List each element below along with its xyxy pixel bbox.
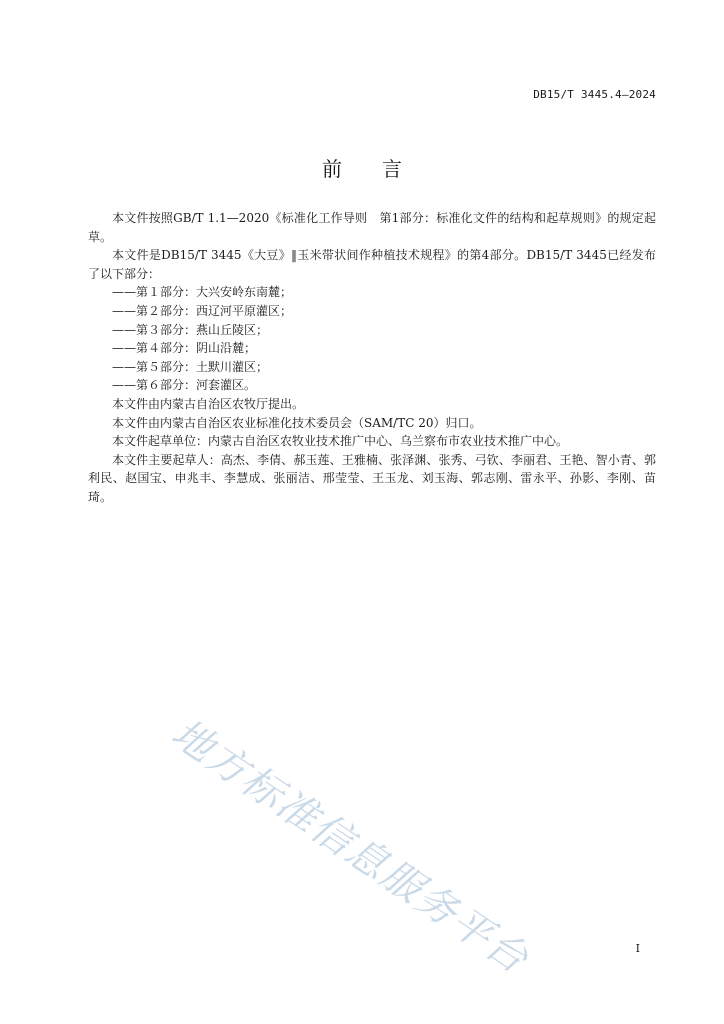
list-item-part-1: ——第１部分：大兴安岭东南麓；: [112, 285, 293, 300]
watermark-text: 地方标准信息服务平台: [163, 710, 538, 984]
page-number: I: [635, 942, 640, 955]
body-text: [88, 209, 656, 507]
list-item-part-5: ——第５部分：土默川灌区；: [112, 359, 269, 374]
page-title: 前言: [322, 157, 442, 181]
document-code: DB15/T 3445.4—2024: [533, 88, 656, 101]
list-item-part-4: ——第４部分：阴山沿麓；: [112, 341, 257, 356]
paragraph-drafters: 本文件主要起草人：高杰、李倩、郝玉莲、王雅楠、张泽渊、张秀、弓钦、李丽君、王艳、智小青、郭利民、赵国宝、申兆丰、李慧成、张丽洁、邢莹莹、王玉龙、刘玉海、郭志刚、雷永平、孙影、李刚、苗琦。: [88, 452, 656, 504]
paragraph-committee: 本文件由内蒙古自治区农业标准化技术委员会（SAM/TC 20）归口。: [112, 415, 482, 430]
list-item-part-6: ——第６部分：河套灌区。: [112, 378, 257, 393]
list-item-part-3: ——第３部分：燕山丘陵区；: [112, 322, 269, 337]
paragraph-drafting-units: 本文件起草单位：内蒙古自治区农牧业技术推广中心、乌兰察布市农业技术推广中心。: [112, 434, 569, 449]
paragraph-series-intro: 本文件是DB15/T 3445《大豆》‖玉米带状间作种植技术规程》的第4部分。DB15/T 3445已经发布了以下部分：: [88, 248, 656, 281]
paragraph-proposer: 本文件由内蒙古自治区农牧厅提出。: [112, 396, 305, 411]
paragraph-drafting-rules: 本文件按照GB/T 1.1—2020《标准化工作导则 第1部分：标准化文件的结构和起草规则》的规定起草。: [88, 211, 656, 244]
list-item-part-2: ——第２部分：西辽河平原灌区；: [112, 303, 293, 318]
